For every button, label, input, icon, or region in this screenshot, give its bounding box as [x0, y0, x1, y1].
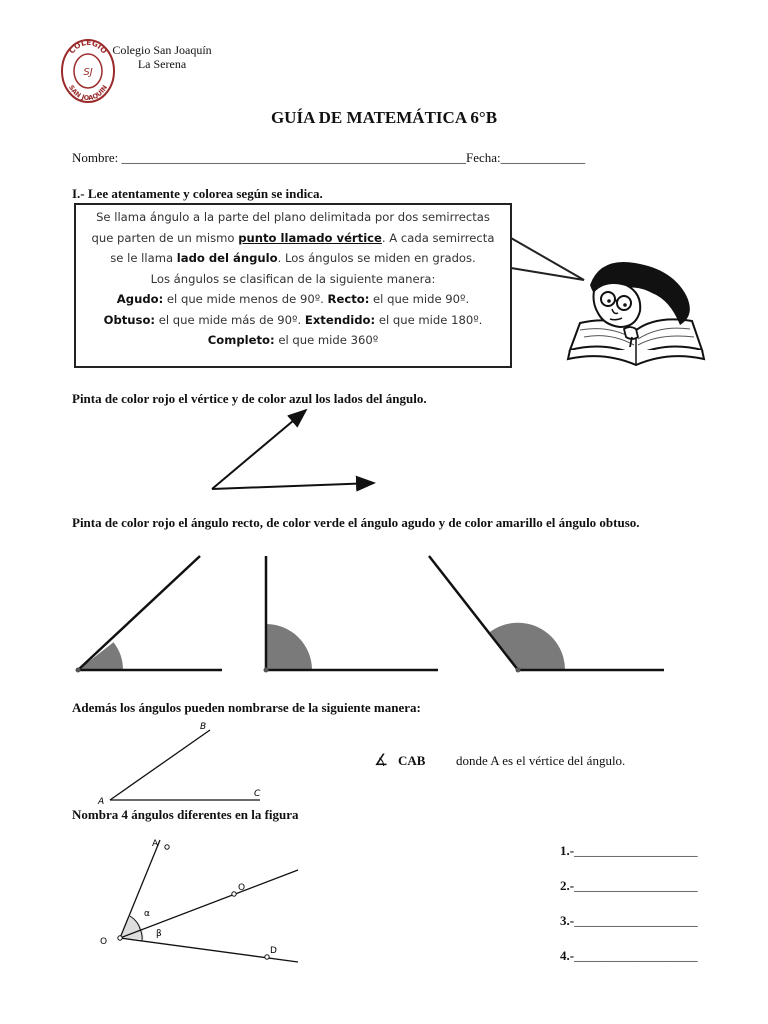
extendido-label: Extendido:: [304, 312, 376, 327]
name-label: Nombre:: [72, 150, 119, 165]
recto-text: el que mide 90º.: [369, 292, 470, 306]
instruction-color-angles: Pinta de color rojo el ángulo recto, de color verde el ángulo agudo y de color amarillo el ángulo obtuso.: [72, 515, 640, 530]
school-logo: [60, 38, 116, 104]
label-o-point: O: [238, 883, 246, 893]
name-date-line: [72, 150, 585, 166]
label-a: A: [98, 797, 105, 807]
label-b: B: [200, 722, 207, 732]
angle-side-upper: [212, 410, 306, 489]
answer-number: 1.-: [560, 843, 575, 858]
logo-monogram: SJ: [83, 67, 93, 78]
label-d: D: [270, 946, 277, 956]
date-label: Fecha:: [465, 150, 501, 165]
agudo-label: Agudo:: [116, 292, 164, 306]
classification-intro: Los ángulos se clasifican de la siguiente manera:: [150, 271, 436, 286]
section-heading: I.- Lee atentamente y colorea según se indica.: [72, 186, 323, 201]
logo-text-bottom: SAN JOAQUIN: [67, 83, 110, 103]
label-alpha: α: [144, 909, 150, 919]
answer-blank[interactable]: ___________________: [574, 913, 698, 928]
definition-box: [74, 203, 512, 368]
acute-angle: [76, 556, 223, 673]
answer-blank[interactable]: ___________________: [574, 878, 698, 893]
logo-text-top: COLEGIO: [67, 38, 109, 56]
recto-label: Recto:: [327, 292, 370, 306]
angle-types-figure: [62, 550, 682, 680]
exercise-heading: Nombra 4 ángulos diferentes en la figura: [72, 807, 299, 822]
obtuso-text: el que mide más de 90º.: [155, 312, 305, 327]
answer-line-3[interactable]: [560, 913, 698, 929]
extendido-text: el que mide 180º.: [375, 312, 483, 327]
reading-character-illustration: [560, 255, 710, 373]
right-angle: [264, 556, 439, 673]
label-beta: β: [156, 929, 162, 939]
label-a: A: [152, 839, 159, 849]
completo-text: el que mide 360º: [274, 333, 379, 347]
vertex-term: punto llamado vértice: [238, 230, 382, 245]
angle-side-lower: [212, 483, 374, 489]
agudo-text: el que mide menos de 90º.: [163, 292, 328, 306]
angle-cab-figure: [92, 716, 272, 808]
obtuso-label: Obtuso:: [103, 312, 156, 327]
answer-number: 2.-: [560, 878, 575, 893]
name-field[interactable]: _____________________________________________________: [121, 150, 466, 165]
answer-line-2[interactable]: [560, 878, 698, 894]
label-o-vertex: O: [100, 937, 108, 947]
answer-line-1[interactable]: [560, 843, 698, 859]
answer-blank[interactable]: ___________________: [574, 948, 698, 963]
answer-blank[interactable]: ___________________: [574, 843, 698, 858]
date-field[interactable]: _____________: [500, 150, 586, 165]
label-c: C: [254, 789, 261, 799]
answer-number: 4.-: [560, 948, 575, 963]
definition-text: Se llama ángulo a la parte del plano delimitada por dos semirrectas que parten de un mismo: [91, 210, 490, 245]
school-name: Colegio San Joaquín: [112, 43, 212, 57]
definition-text: . Los ángulos se miden en grados.: [277, 251, 476, 265]
instruction-vertex-sides: Pinta de color rojo el vértice y de color azul los lados del ángulo.: [72, 391, 427, 406]
definition-text: . A cada semirrecta se le llama: [110, 230, 495, 265]
naming-heading: Además los ángulos pueden nombrarse de la siguiente manera:: [72, 700, 421, 715]
answer-line-4[interactable]: [560, 948, 698, 964]
page-title: GUÍA DE MATEMÁTICA 6°B: [270, 108, 498, 127]
obtuse-angle: [429, 556, 664, 673]
angle-name-explanation: donde A es el vértice del ángulo.: [456, 753, 626, 768]
exercise-angle-figure: [96, 832, 312, 982]
angle-symbol-icon: ∡: [374, 752, 389, 769]
school-header: [112, 43, 212, 71]
completo-label: Completo:: [207, 333, 275, 347]
angle-figure-1: [200, 400, 390, 500]
angle-name: CAB: [398, 753, 426, 768]
side-term: lado del ángulo: [176, 251, 278, 265]
school-city: La Serena: [137, 57, 187, 71]
answer-number: 3.-: [560, 913, 575, 928]
